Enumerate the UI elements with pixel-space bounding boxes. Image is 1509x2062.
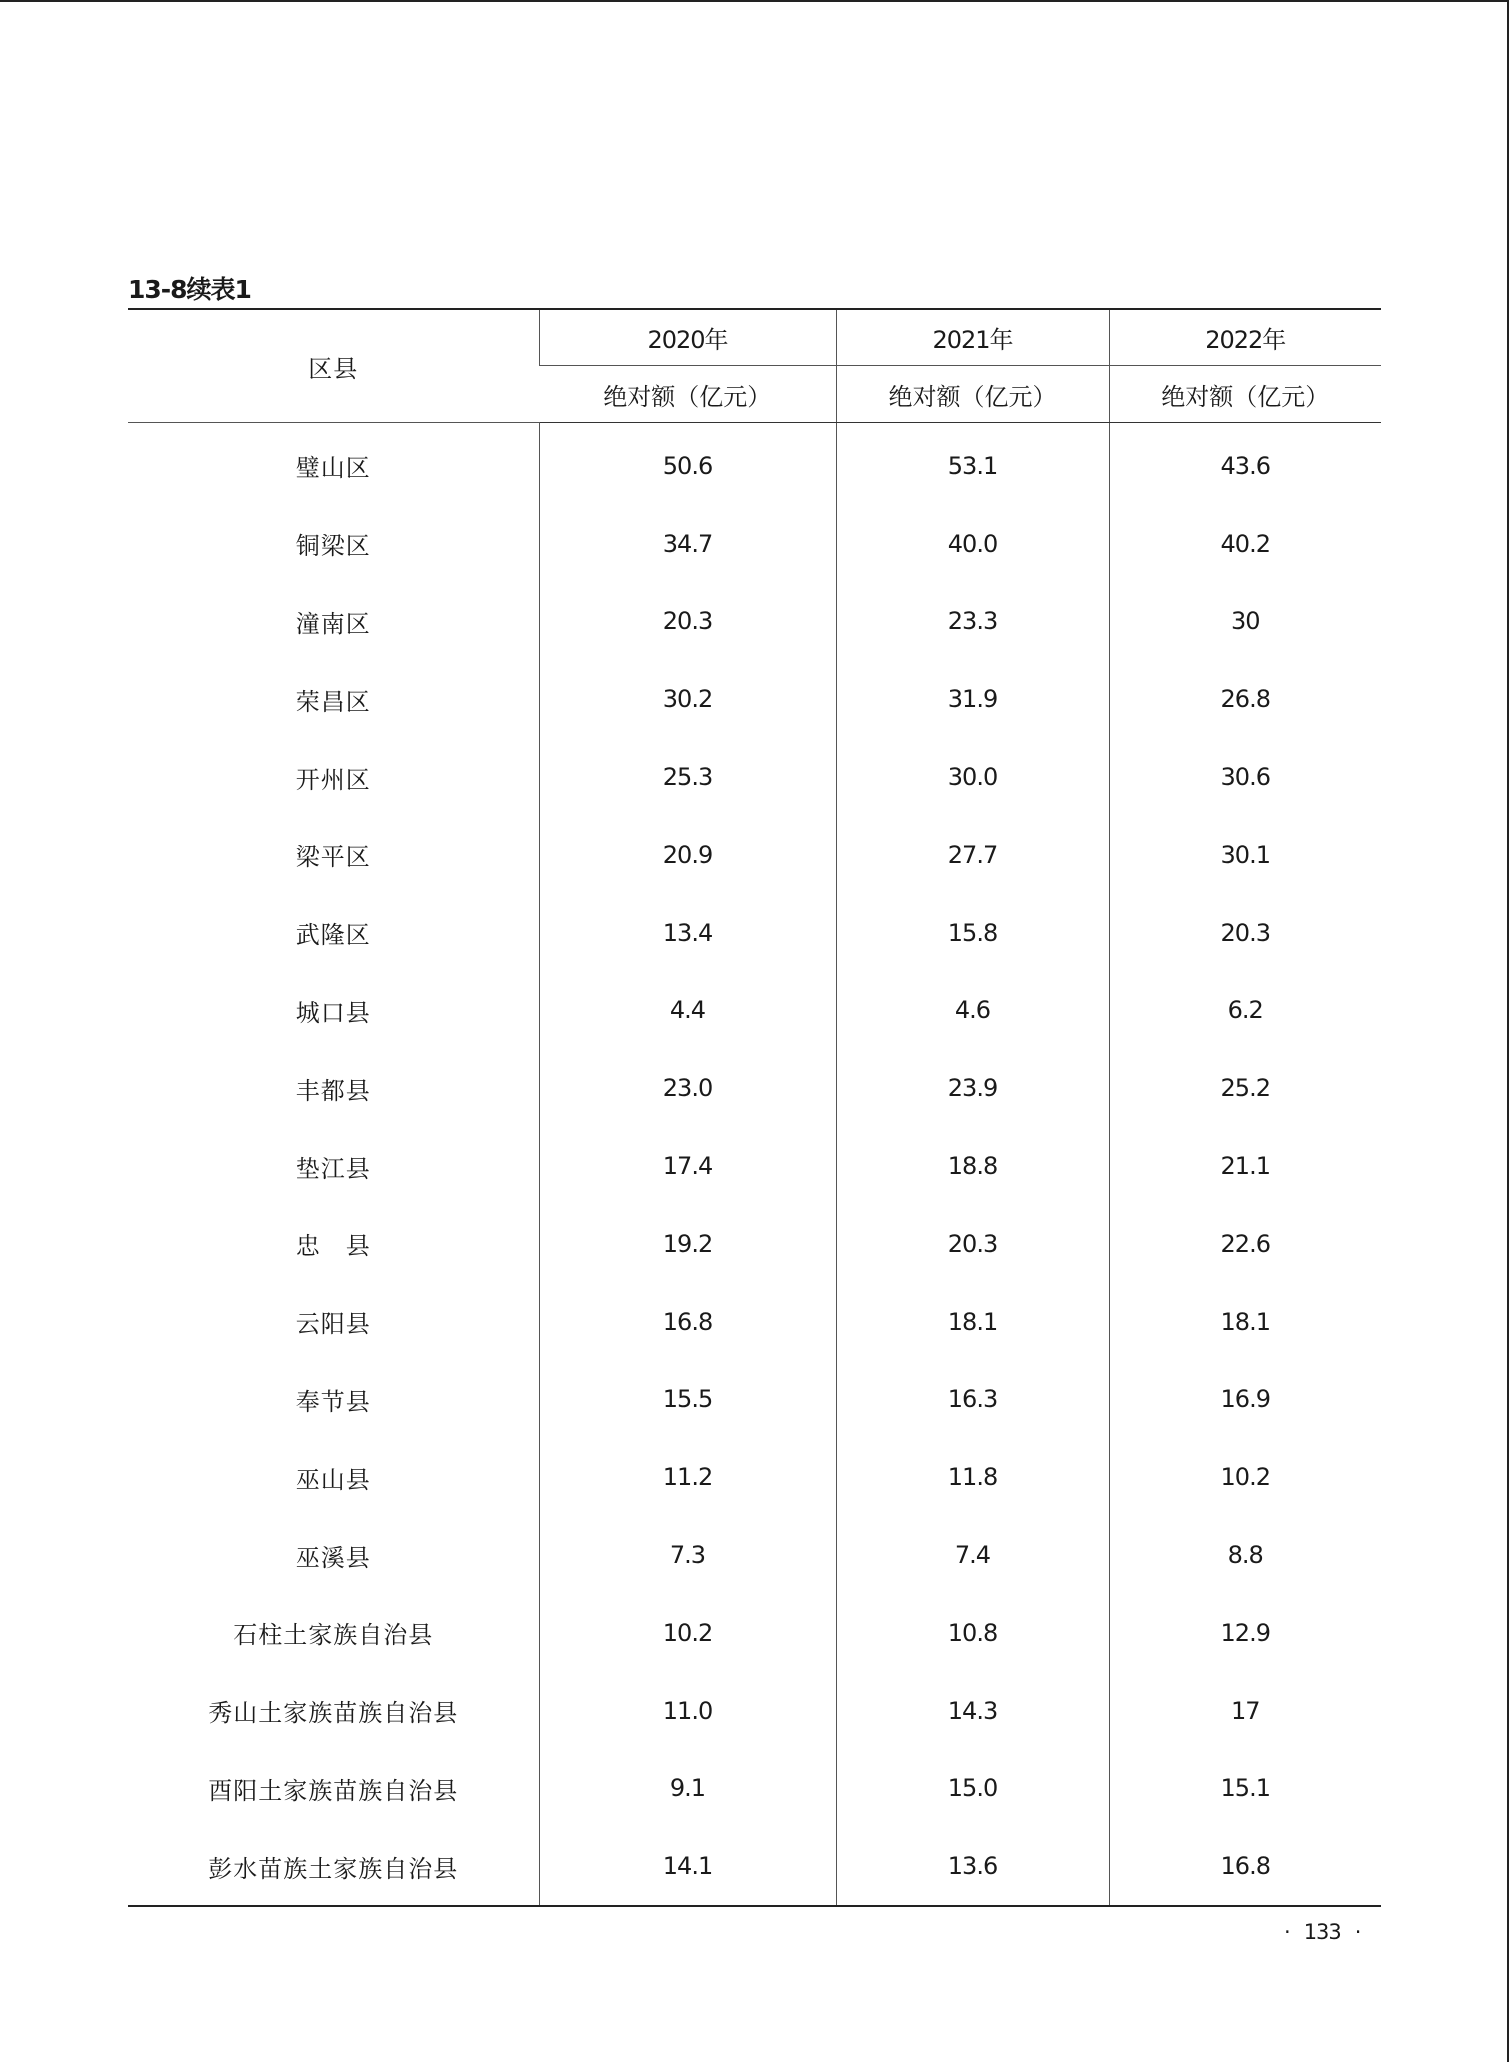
value-cell-2020: 11.2 bbox=[539, 1438, 836, 1516]
table-row bbox=[128, 423, 1381, 505]
region-cell: 忠 县 bbox=[295, 1232, 371, 1261]
value-cell-2020: 7.3 bbox=[539, 1516, 836, 1594]
value-cell-2022: 20.3 bbox=[1109, 894, 1381, 972]
region-cell: 酉阳土家族苗族自治县 bbox=[208, 1776, 459, 1805]
column-subheader-2021: 绝对额（亿元） bbox=[836, 366, 1109, 423]
value-cell-2021: 18.1 bbox=[836, 1283, 1109, 1361]
value-cell-2020: 13.4 bbox=[539, 894, 836, 972]
value-cell-2021: 31.9 bbox=[836, 660, 1109, 738]
value-cell-2021: 14.3 bbox=[836, 1672, 1109, 1750]
value-cell-2021: 15.0 bbox=[836, 1750, 1109, 1828]
value-cell-2020: 50.6 bbox=[539, 423, 836, 505]
value-cell-2022: 21.1 bbox=[1109, 1127, 1381, 1205]
value-cell-2022: 22.6 bbox=[1109, 1205, 1381, 1283]
table-row bbox=[128, 1205, 1381, 1283]
table-row bbox=[128, 1750, 1381, 1828]
value-cell-2022: 8.8 bbox=[1109, 1516, 1381, 1594]
value-cell-2020: 30.2 bbox=[539, 660, 836, 738]
column-header-year-2020: 2020年 bbox=[539, 309, 836, 366]
region-cell: 垫江县 bbox=[295, 1154, 371, 1183]
value-cell-2022: 25.2 bbox=[1109, 1049, 1381, 1127]
value-cell-2022: 30.1 bbox=[1109, 816, 1381, 894]
value-cell-2022: 30 bbox=[1109, 583, 1381, 661]
region-cell: 武隆区 bbox=[295, 921, 371, 950]
value-cell-2022: 12.9 bbox=[1109, 1594, 1381, 1672]
table-row bbox=[128, 1361, 1381, 1439]
column-subheader-2022: 绝对额（亿元） bbox=[1109, 366, 1381, 423]
table-row bbox=[128, 505, 1381, 583]
value-cell-2020: 25.3 bbox=[539, 738, 836, 816]
value-cell-2021: 27.7 bbox=[836, 816, 1109, 894]
value-cell-2020: 14.1 bbox=[539, 1827, 836, 1906]
region-cell: 彭水苗族土家族自治县 bbox=[128, 1827, 539, 1906]
table-row bbox=[128, 1672, 1381, 1750]
value-cell-2021: 23.3 bbox=[836, 583, 1109, 661]
value-cell-2021: 40.0 bbox=[836, 505, 1109, 583]
column-header-year-2021: 2021年 bbox=[836, 309, 1109, 366]
value-cell-2022: 17 bbox=[1109, 1672, 1381, 1750]
table-row bbox=[128, 894, 1381, 972]
table-row bbox=[128, 1438, 1381, 1516]
region-cell: 丰都县 bbox=[295, 1076, 371, 1105]
value-cell-2022: 43.6 bbox=[1109, 423, 1381, 505]
value-cell-2022: 40.2 bbox=[1109, 505, 1381, 583]
value-cell-2020: 11.0 bbox=[539, 1672, 836, 1750]
value-cell-2020: 19.2 bbox=[539, 1205, 836, 1283]
value-cell-2022: 18.1 bbox=[1109, 1283, 1381, 1361]
table-row bbox=[128, 972, 1381, 1050]
region-cell: 秀山土家族苗族自治县 bbox=[208, 1699, 459, 1728]
value-cell-2020: 20.9 bbox=[539, 816, 836, 894]
value-cell-2021: 11.8 bbox=[836, 1438, 1109, 1516]
value-cell-2021: 20.3 bbox=[836, 1205, 1109, 1283]
table-row bbox=[128, 738, 1381, 816]
region-cell: 荣昌区 bbox=[295, 687, 371, 716]
value-cell-2020: 15.5 bbox=[539, 1361, 836, 1439]
value-cell-2022: 30.6 bbox=[1109, 738, 1381, 816]
value-cell-2020: 16.8 bbox=[539, 1283, 836, 1361]
region-cell: 铜梁区 bbox=[295, 532, 371, 561]
region-cell: 奉节县 bbox=[295, 1387, 371, 1416]
value-cell-2020: 20.3 bbox=[539, 583, 836, 661]
region-cell: 城口县 bbox=[295, 998, 371, 1027]
page-number-footer bbox=[1270, 1920, 1374, 1944]
header-row-years bbox=[128, 309, 1381, 366]
value-cell-2020: 10.2 bbox=[539, 1594, 836, 1672]
value-cell-2022: 10.2 bbox=[1109, 1438, 1381, 1516]
value-cell-2020: 4.4 bbox=[539, 972, 836, 1050]
footer-dot-left: · bbox=[1284, 1920, 1290, 1944]
region-cell: 石柱土家族自治县 bbox=[233, 1621, 434, 1650]
table-row bbox=[128, 1827, 1381, 1906]
region-cell: 潼南区 bbox=[295, 609, 371, 638]
column-subheader-2020: 绝对额（亿元） bbox=[539, 366, 836, 423]
region-cell: 开州区 bbox=[295, 765, 371, 794]
column-header-year-2022: 2022年 bbox=[1109, 309, 1381, 366]
value-cell-2021: 13.6 bbox=[836, 1827, 1109, 1906]
value-cell-2022: 6.2 bbox=[1109, 972, 1381, 1050]
value-cell-2022: 16.9 bbox=[1109, 1361, 1381, 1439]
table-body bbox=[128, 423, 1381, 1907]
data-table bbox=[128, 308, 1381, 1907]
value-cell-2020: 34.7 bbox=[539, 505, 836, 583]
value-cell-2020: 17.4 bbox=[539, 1127, 836, 1205]
region-cell: 云阳县 bbox=[295, 1310, 371, 1339]
value-cell-2021: 10.8 bbox=[836, 1594, 1109, 1672]
value-cell-2021: 15.8 bbox=[836, 894, 1109, 972]
value-cell-2021: 16.3 bbox=[836, 1361, 1109, 1439]
value-cell-2022: 26.8 bbox=[1109, 660, 1381, 738]
table-row bbox=[128, 660, 1381, 738]
column-header-region: 区县 bbox=[128, 309, 539, 423]
table-row bbox=[128, 1594, 1381, 1672]
value-cell-2021: 53.1 bbox=[836, 423, 1109, 505]
value-cell-2020: 9.1 bbox=[539, 1750, 836, 1828]
region-cell: 梁平区 bbox=[295, 843, 371, 872]
value-cell-2021: 30.0 bbox=[836, 738, 1109, 816]
table-row bbox=[128, 1049, 1381, 1127]
table-row bbox=[128, 1516, 1381, 1594]
value-cell-2022: 15.1 bbox=[1109, 1750, 1381, 1828]
footer-dot-right: · bbox=[1354, 1920, 1361, 1944]
page-number: 133 bbox=[1303, 1920, 1341, 1944]
value-cell-2022: 16.8 bbox=[1109, 1827, 1381, 1906]
region-cell: 璧山区 bbox=[295, 454, 371, 483]
table-row bbox=[128, 1127, 1381, 1205]
value-cell-2021: 23.9 bbox=[836, 1049, 1109, 1127]
table-row bbox=[128, 816, 1381, 894]
region-cell: 巫山县 bbox=[295, 1465, 371, 1494]
value-cell-2021: 7.4 bbox=[836, 1516, 1109, 1594]
value-cell-2021: 4.6 bbox=[836, 972, 1109, 1050]
table-caption: 13-8续表1 bbox=[128, 275, 251, 304]
region-cell: 巫溪县 bbox=[295, 1543, 371, 1572]
table-row bbox=[128, 1283, 1381, 1361]
value-cell-2020: 23.0 bbox=[539, 1049, 836, 1127]
table-row bbox=[128, 583, 1381, 661]
value-cell-2021: 18.8 bbox=[836, 1127, 1109, 1205]
